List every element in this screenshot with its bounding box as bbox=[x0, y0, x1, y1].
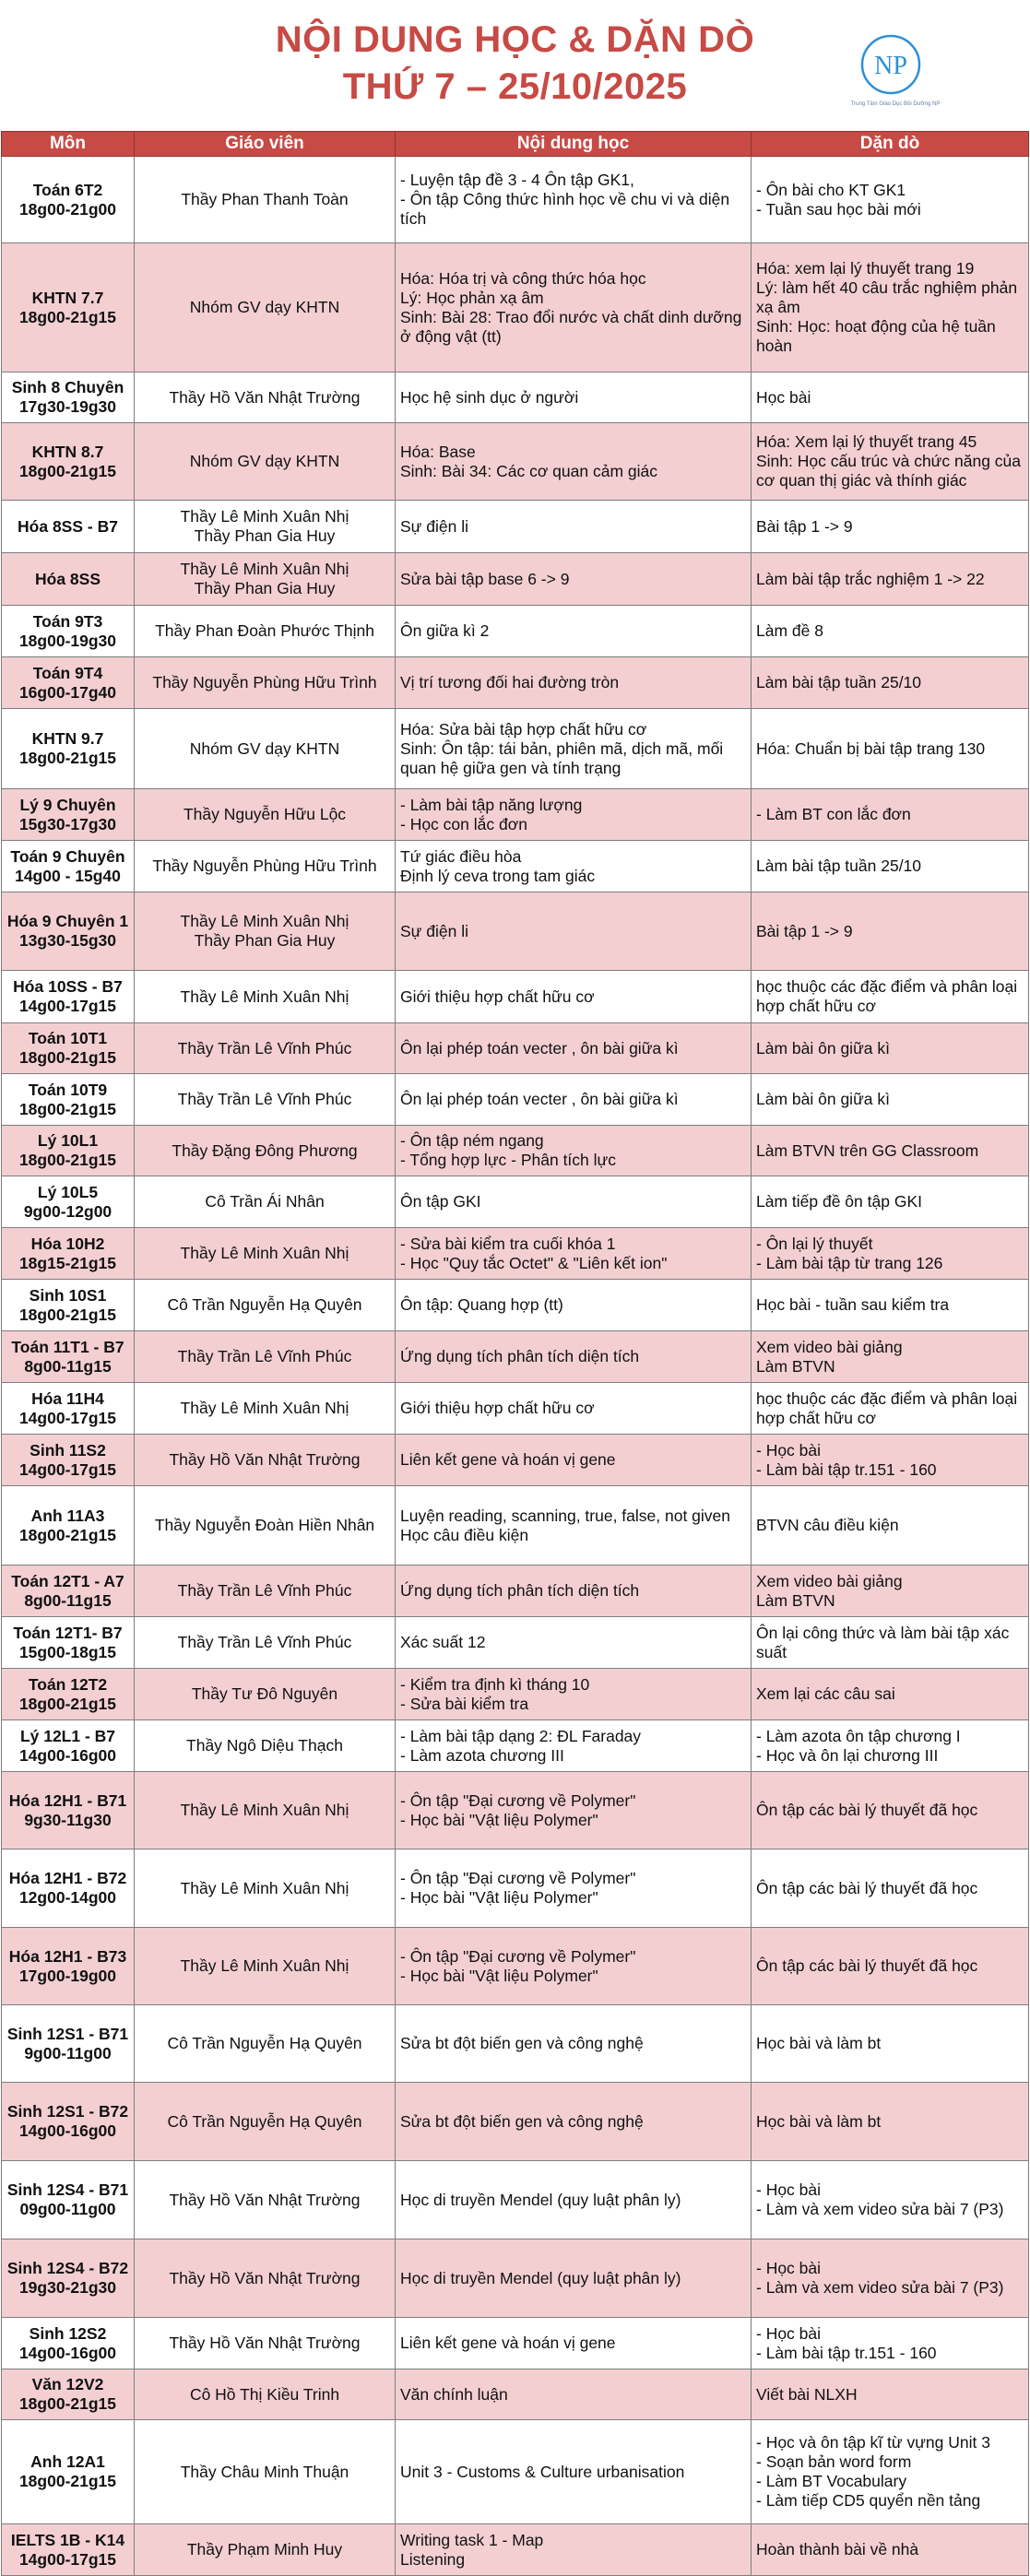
cell-noi-dung-hoc: Tứ giác điều hòa Định lý ceva trong tam giác bbox=[396, 841, 752, 892]
cell-giao-vien: Thầy Nguyễn Hữu Lộc bbox=[135, 789, 396, 841]
cell-noi-dung-hoc: Học hệ sinh dục ở người bbox=[396, 372, 752, 423]
cell-mon: Lý 12L1 - B7 14g00-16g00 bbox=[2, 1720, 135, 1772]
cell-noi-dung-hoc: Hóa: Sửa bài tập hợp chất hữu cơ Sinh: Ôn tập: tái bản, phiên mã, dịch mã, mối quan hệ giữa gen và tính trạng bbox=[396, 709, 752, 789]
cell-mon: Sinh 8 Chuyên 17g30-19g30 bbox=[2, 372, 135, 423]
cell-mon: Toán 9T3 18g00-19g30 bbox=[2, 606, 135, 657]
cell-mon: Toán 6T2 18g00-21g00 bbox=[2, 157, 135, 243]
cell-dan-do: Ôn lại công thức và làm bài tập xác suất bbox=[752, 1617, 1029, 1669]
cell-mon: Hóa 10H2 18g15-21g15 bbox=[2, 1228, 135, 1280]
table-row bbox=[2, 1928, 1029, 2005]
table-row bbox=[2, 2005, 1029, 2083]
cell-giao-vien: Thầy Phan Đoàn Phước Thịnh bbox=[135, 606, 396, 657]
cell-mon: Hóa 8SS bbox=[2, 553, 135, 606]
cell-mon: Sinh 11S2 14g00-17g15 bbox=[2, 1435, 135, 1486]
column-header-giao-vien: Giáo viên bbox=[135, 132, 396, 157]
cell-giao-vien: Cô Trần Nguyễn Hạ Quyên bbox=[135, 1280, 396, 1331]
cell-giao-vien: Thầy Nguyễn Đoàn Hiền Nhân bbox=[135, 1486, 396, 1566]
cell-mon: Toán 12T1- B7 15g00-18g15 bbox=[2, 1617, 135, 1669]
table-row bbox=[2, 892, 1029, 971]
cell-mon: Sinh 12S4 - B71 09g00-11g00 bbox=[2, 2161, 135, 2239]
table-row bbox=[2, 709, 1029, 789]
column-header-dan-do: Dặn dò bbox=[752, 132, 1029, 157]
cell-noi-dung-hoc: Liên kết gene và hoán vị gene bbox=[396, 1435, 752, 1486]
table-row bbox=[2, 423, 1029, 501]
table-row bbox=[2, 157, 1029, 243]
table-row bbox=[2, 1486, 1029, 1566]
cell-mon: Toán 12T2 18g00-21g15 bbox=[2, 1669, 135, 1720]
table-row bbox=[2, 606, 1029, 657]
table-row bbox=[2, 1435, 1029, 1486]
cell-dan-do: Hoàn thành bài về nhà bbox=[752, 2524, 1029, 2576]
cell-giao-vien: Cô Trần Ái Nhân bbox=[135, 1176, 396, 1228]
cell-dan-do: - Học bài - Làm bài tập tr.151 - 160 bbox=[752, 1435, 1029, 1486]
table-row bbox=[2, 1331, 1029, 1383]
table-row bbox=[2, 1720, 1029, 1772]
cell-mon: Hóa 11H4 14g00-17g15 bbox=[2, 1383, 135, 1435]
cell-mon: Hóa 8SS - B7 bbox=[2, 501, 135, 553]
cell-noi-dung-hoc: Xác suất 12 bbox=[396, 1617, 752, 1669]
table-row bbox=[2, 2318, 1029, 2369]
table-row bbox=[2, 1617, 1029, 1669]
cell-giao-vien: Cô Trần Nguyễn Hạ Quyên bbox=[135, 2083, 396, 2161]
table-row bbox=[2, 2083, 1029, 2161]
table-row bbox=[2, 1280, 1029, 1331]
cell-dan-do: Học bài và làm bt bbox=[752, 2005, 1029, 2083]
cell-dan-do: Học bài - tuần sau kiểm tra bbox=[752, 1280, 1029, 1331]
cell-giao-vien: Cô Trần Nguyễn Hạ Quyên bbox=[135, 2005, 396, 2083]
cell-mon: Toán 11T1 - B7 8g00-11g15 bbox=[2, 1331, 135, 1383]
cell-mon: Lý 10L1 18g00-21g15 bbox=[2, 1126, 135, 1176]
cell-mon: Lý 9 Chuyên 15g30-17g30 bbox=[2, 789, 135, 841]
cell-noi-dung-hoc: Học di truyền Mendel (quy luật phân ly) bbox=[396, 2161, 752, 2239]
cell-noi-dung-hoc: Giới thiệu hợp chất hữu cơ bbox=[396, 1383, 752, 1435]
cell-giao-vien: Thầy Hồ Văn Nhật Trường bbox=[135, 2161, 396, 2239]
table-header-row bbox=[2, 132, 1029, 157]
cell-giao-vien: Nhóm GV dạy KHTN bbox=[135, 243, 396, 372]
cell-noi-dung-hoc: Ứng dụng tích phân tích diện tích bbox=[396, 1566, 752, 1617]
cell-dan-do: - Làm BT con lắc đơn bbox=[752, 789, 1029, 841]
table-row bbox=[2, 657, 1029, 709]
table-row bbox=[2, 1023, 1029, 1074]
cell-noi-dung-hoc: Ứng dụng tích phân tích diện tích bbox=[396, 1331, 752, 1383]
cell-dan-do: Học bài bbox=[752, 372, 1029, 423]
cell-giao-vien: Thầy Châu Minh Thuận bbox=[135, 2420, 396, 2524]
cell-mon: KHTN 8.7 18g00-21g15 bbox=[2, 423, 135, 501]
table-row bbox=[2, 1566, 1029, 1617]
cell-noi-dung-hoc: Sự điện li bbox=[396, 501, 752, 553]
table-row bbox=[2, 2239, 1029, 2318]
cell-mon: Sinh 12S2 14g00-16g00 bbox=[2, 2318, 135, 2369]
cell-noi-dung-hoc: Ôn lại phép toán vecter , ôn bài giữa kì bbox=[396, 1023, 752, 1074]
table-row bbox=[2, 1849, 1029, 1928]
cell-giao-vien: Thầy Trần Lê Vĩnh Phúc bbox=[135, 1566, 396, 1617]
table-row bbox=[2, 1228, 1029, 1280]
cell-giao-vien: Thầy Phạm Minh Huy bbox=[135, 2524, 396, 2576]
cell-mon: Toán 10T1 18g00-21g15 bbox=[2, 1023, 135, 1074]
cell-dan-do: Xem video bài giảng Làm BTVN bbox=[752, 1331, 1029, 1383]
cell-mon: Toán 10T9 18g00-21g15 bbox=[2, 1074, 135, 1126]
cell-noi-dung-hoc: - Ôn tập "Đại cương về Polymer" - Học bài "Vật liệu Polymer" bbox=[396, 1849, 752, 1928]
cell-giao-vien: Thầy Trần Lê Vĩnh Phúc bbox=[135, 1331, 396, 1383]
cell-mon: Sinh 12S1 - B72 14g00-16g00 bbox=[2, 2083, 135, 2161]
cell-dan-do: Làm đề 8 bbox=[752, 606, 1029, 657]
table-row bbox=[2, 1772, 1029, 1849]
cell-mon: Hóa 12H1 - B73 17g00-19g00 bbox=[2, 1928, 135, 2005]
cell-mon: Anh 12A1 18g00-21g15 bbox=[2, 2420, 135, 2524]
cell-mon: Văn 12V2 18g00-21g15 bbox=[2, 2369, 135, 2420]
table-row bbox=[2, 1126, 1029, 1176]
cell-dan-do: Làm bài ôn giữa kì bbox=[752, 1074, 1029, 1126]
cell-giao-vien: Thầy Hồ Văn Nhật Trường bbox=[135, 1435, 396, 1486]
cell-noi-dung-hoc: - Kiểm tra định kì tháng 10 - Sửa bài kiểm tra bbox=[396, 1669, 752, 1720]
cell-noi-dung-hoc: Vị trí tương đối hai đường tròn bbox=[396, 657, 752, 709]
cell-mon: Sinh 12S4 - B72 19g30-21g30 bbox=[2, 2239, 135, 2318]
table-row bbox=[2, 1383, 1029, 1435]
cell-dan-do: học thuộc các đặc điểm và phân loại hợp chất hữu cơ bbox=[752, 971, 1029, 1023]
cell-dan-do: - Ôn bài cho KT GK1 - Tuần sau học bài mới bbox=[752, 157, 1029, 243]
cell-noi-dung-hoc: Văn chính luận bbox=[396, 2369, 752, 2420]
logo-text: NP bbox=[874, 52, 907, 80]
cell-noi-dung-hoc: Sửa bt đột biến gen và công nghệ bbox=[396, 2083, 752, 2161]
cell-dan-do: Làm bài ôn giữa kì bbox=[752, 1023, 1029, 1074]
cell-noi-dung-hoc: Luyện reading, scanning, true, false, not given Học câu điều kiện bbox=[396, 1486, 752, 1566]
table-row bbox=[2, 2524, 1029, 2576]
cell-noi-dung-hoc: Sự điện li bbox=[396, 892, 752, 971]
cell-dan-do: Xem video bài giảng Làm BTVN bbox=[752, 1566, 1029, 1617]
cell-noi-dung-hoc: Ôn giữa kì 2 bbox=[396, 606, 752, 657]
logo-icon bbox=[859, 33, 922, 96]
column-header-noi-dung-hoc: Nội dung học bbox=[396, 132, 752, 157]
cell-dan-do: Làm bài tập tuần 25/10 bbox=[752, 841, 1029, 892]
table-row bbox=[2, 971, 1029, 1023]
cell-dan-do: Xem lại các câu sai bbox=[752, 1669, 1029, 1720]
cell-dan-do: - Học và ôn tập kĩ từ vựng Unit 3 - Soạn bản word form - Làm BT Vocabulary - Làm tiếp CD5 quyển nền tảng bbox=[752, 2420, 1029, 2524]
cell-giao-vien: Thầy Đặng Đông Phương bbox=[135, 1126, 396, 1176]
cell-giao-vien: Thầy Lê Minh Xuân Nhị bbox=[135, 1928, 396, 2005]
cell-dan-do: - Học bài - Làm và xem video sửa bài 7 (P3) bbox=[752, 2239, 1029, 2318]
table-row bbox=[2, 1074, 1029, 1126]
schedule-table bbox=[1, 131, 1029, 2576]
table-row bbox=[2, 1176, 1029, 1228]
table-row bbox=[2, 2420, 1029, 2524]
cell-mon: Hóa 12H1 - B71 9g30-11g30 bbox=[2, 1772, 135, 1849]
cell-dan-do: Học bài và làm bt bbox=[752, 2083, 1029, 2161]
cell-dan-do: Bài tập 1 -> 9 bbox=[752, 501, 1029, 553]
page-date: THỨ 7 – 25/10/2025 bbox=[342, 66, 688, 107]
page-title: NỘI DUNG HỌC & DẶN DÒ bbox=[275, 19, 755, 60]
cell-dan-do: Ôn tập các bài lý thuyết đã học bbox=[752, 1849, 1029, 1928]
cell-dan-do: BTVN câu điều kiện bbox=[752, 1486, 1029, 1566]
cell-giao-vien: Thầy Ngô Diệu Thạch bbox=[135, 1720, 396, 1772]
cell-noi-dung-hoc: Sửa bt đột biến gen và công nghệ bbox=[396, 2005, 752, 2083]
table-row bbox=[2, 553, 1029, 606]
cell-giao-vien: Thầy Lê Minh Xuân Nhị Thầy Phan Gia Huy bbox=[135, 892, 396, 971]
cell-noi-dung-hoc: Hóa: Hóa trị và công thức hóa học Lý: Học phản xạ âm Sinh: Bài 28: Trao đổi nước và chất dinh dưỡng ở động vật (tt) bbox=[396, 243, 752, 372]
cell-noi-dung-hoc: Sửa bài tập base 6 -> 9 bbox=[396, 553, 752, 606]
schedule-body bbox=[2, 157, 1029, 2576]
cell-giao-vien: Thầy Lê Minh Xuân Nhị bbox=[135, 971, 396, 1023]
cell-dan-do: Làm tiếp đề ôn tập GKI bbox=[752, 1176, 1029, 1228]
cell-giao-vien: Thầy Lê Minh Xuân Nhị Thầy Phan Gia Huy bbox=[135, 501, 396, 553]
cell-dan-do: Làm bài tập tuần 25/10 bbox=[752, 657, 1029, 709]
cell-dan-do: Làm BTVN trên GG Classroom bbox=[752, 1126, 1029, 1176]
cell-mon: KHTN 9.7 18g00-21g15 bbox=[2, 709, 135, 789]
cell-giao-vien: Thầy Nguyễn Phùng Hữu Trình bbox=[135, 841, 396, 892]
cell-mon: Hóa 10SS - B7 14g00-17g15 bbox=[2, 971, 135, 1023]
cell-dan-do: Bài tập 1 -> 9 bbox=[752, 892, 1029, 971]
cell-mon: Sinh 12S1 - B71 9g00-11g00 bbox=[2, 2005, 135, 2083]
cell-noi-dung-hoc: Unit 3 - Customs & Culture urbanisation bbox=[396, 2420, 752, 2524]
table-row bbox=[2, 789, 1029, 841]
cell-mon: Toán 12T1 - A7 8g00-11g15 bbox=[2, 1566, 135, 1617]
cell-dan-do: - Học bài - Làm bài tập tr.151 - 160 bbox=[752, 2318, 1029, 2369]
cell-noi-dung-hoc: Ôn tập: Quang hợp (tt) bbox=[396, 1280, 752, 1331]
cell-giao-vien: Thầy Lê Minh Xuân Nhị Thầy Phan Gia Huy bbox=[135, 553, 396, 606]
cell-dan-do: học thuộc các đặc điểm và phân loại hợp chất hữu cơ bbox=[752, 1383, 1029, 1435]
cell-giao-vien: Thầy Phan Thanh Toàn bbox=[135, 157, 396, 243]
cell-noi-dung-hoc: - Luyện tập đề 3 - 4 Ôn tập GK1, - Ôn tập Công thức hình học về chu vi và diện tích bbox=[396, 157, 752, 243]
table-row bbox=[2, 372, 1029, 423]
table-row bbox=[2, 243, 1029, 372]
cell-noi-dung-hoc: Học di truyền Mendel (quy luật phân ly) bbox=[396, 2239, 752, 2318]
table-row bbox=[2, 2161, 1029, 2239]
cell-mon: IELTS 1B - K14 14g00-17g15 bbox=[2, 2524, 135, 2576]
cell-noi-dung-hoc: - Làm bài tập dạng 2: ĐL Faraday - Làm azota chương III bbox=[396, 1720, 752, 1772]
logo-subtext: Trung Tâm Giáo Dục Bồi Dưỡng NP bbox=[850, 101, 941, 107]
table-row bbox=[2, 2369, 1029, 2420]
cell-mon: Hóa 9 Chuyên 1 13g30-15g30 bbox=[2, 892, 135, 971]
cell-giao-vien: Thầy Lê Minh Xuân Nhị bbox=[135, 1228, 396, 1280]
cell-noi-dung-hoc: Writing task 1 - Map Listening bbox=[396, 2524, 752, 2576]
cell-dan-do: Ôn tập các bài lý thuyết đã học bbox=[752, 1772, 1029, 1849]
cell-mon: KHTN 7.7 18g00-21g15 bbox=[2, 243, 135, 372]
cell-giao-vien: Thầy Hồ Văn Nhật Trường bbox=[135, 2239, 396, 2318]
cell-mon: Hóa 12H1 - B72 12g00-14g00 bbox=[2, 1849, 135, 1928]
cell-noi-dung-hoc: Giới thiệu hợp chất hữu cơ bbox=[396, 971, 752, 1023]
cell-noi-dung-hoc: Liên kết gene và hoán vị gene bbox=[396, 2318, 752, 2369]
cell-mon: Lý 10L5 9g00-12g00 bbox=[2, 1176, 135, 1228]
cell-giao-vien: Thầy Trần Lê Vĩnh Phúc bbox=[135, 1074, 396, 1126]
cell-noi-dung-hoc: - Ôn tập "Đại cương về Polymer" - Học bài "Vật liệu Polymer" bbox=[396, 1772, 752, 1849]
cell-dan-do: - Ôn lại lý thuyết - Làm bài tập từ trang 126 bbox=[752, 1228, 1029, 1280]
cell-noi-dung-hoc: Ôn tập GKI bbox=[396, 1176, 752, 1228]
cell-noi-dung-hoc: - Ôn tập ném ngang - Tổng hợp lực - Phân tích lực bbox=[396, 1126, 752, 1176]
cell-noi-dung-hoc: Ôn lại phép toán vecter , ôn bài giữa kì bbox=[396, 1074, 752, 1126]
cell-dan-do: Viết bài NLXH bbox=[752, 2369, 1029, 2420]
cell-noi-dung-hoc: - Sửa bài kiểm tra cuối khóa 1 - Học "Quy tắc Octet" & "Liên kết ion" bbox=[396, 1228, 752, 1280]
cell-mon: Anh 11A3 18g00-21g15 bbox=[2, 1486, 135, 1566]
column-header-mon: Môn bbox=[2, 132, 135, 157]
cell-giao-vien: Thầy Hồ Văn Nhật Trường bbox=[135, 372, 396, 423]
cell-giao-vien: Thầy Trần Lê Vĩnh Phúc bbox=[135, 1617, 396, 1669]
cell-giao-vien: Thầy Lê Minh Xuân Nhị bbox=[135, 1772, 396, 1849]
cell-dan-do: Làm bài tập trắc nghiệm 1 -> 22 bbox=[752, 553, 1029, 606]
cell-mon: Sinh 10S1 18g00-21g15 bbox=[2, 1280, 135, 1331]
cell-noi-dung-hoc: - Làm bài tập năng lượng - Học con lắc đơn bbox=[396, 789, 752, 841]
table-row bbox=[2, 841, 1029, 892]
cell-giao-vien: Thầy Hồ Văn Nhật Trường bbox=[135, 2318, 396, 2369]
cell-mon: Toán 9T4 16g00-17g40 bbox=[2, 657, 135, 709]
cell-giao-vien: Nhóm GV dạy KHTN bbox=[135, 709, 396, 789]
cell-giao-vien: Thầy Tư Đô Nguyên bbox=[135, 1669, 396, 1720]
cell-giao-vien: Thầy Nguyễn Phùng Hữu Trình bbox=[135, 657, 396, 709]
cell-dan-do: Hóa: Xem lại lý thuyết trang 45 Sinh: Học cấu trúc và chức năng của cơ quan thị giác và thính giác bbox=[752, 423, 1029, 501]
cell-giao-vien: Thầy Trần Lê Vĩnh Phúc bbox=[135, 1023, 396, 1074]
cell-noi-dung-hoc: - Ôn tập "Đại cương về Polymer" - Học bài "Vật liệu Polymer" bbox=[396, 1928, 752, 2005]
cell-noi-dung-hoc: Hóa: Base Sinh: Bài 34: Các cơ quan cảm giác bbox=[396, 423, 752, 501]
cell-giao-vien: Thầy Lê Minh Xuân Nhị bbox=[135, 1383, 396, 1435]
cell-dan-do: Ôn tập các bài lý thuyết đã học bbox=[752, 1928, 1029, 2005]
cell-giao-vien: Cô Hồ Thị Kiều Trinh bbox=[135, 2369, 396, 2420]
cell-dan-do: - Học bài - Làm và xem video sửa bài 7 (P3) bbox=[752, 2161, 1029, 2239]
cell-dan-do: - Làm azota ôn tập chương I - Học và ôn lại chương III bbox=[752, 1720, 1029, 1772]
cell-dan-do: Hóa: xem lại lý thuyết trang 19 Lý: làm hết 40 câu trắc nghiệm phản xạ âm Sinh: Học: hoạt động của hệ tuần hoàn bbox=[752, 243, 1029, 372]
cell-giao-vien: Nhóm GV dạy KHTN bbox=[135, 423, 396, 501]
table-row bbox=[2, 1669, 1029, 1720]
cell-mon: Toán 9 Chuyên 14g00 - 15g40 bbox=[2, 841, 135, 892]
table-row bbox=[2, 501, 1029, 553]
cell-giao-vien: Thầy Lê Minh Xuân Nhị bbox=[135, 1849, 396, 1928]
cell-dan-do: Hóa: Chuẩn bị bài tập trang 130 bbox=[752, 709, 1029, 789]
